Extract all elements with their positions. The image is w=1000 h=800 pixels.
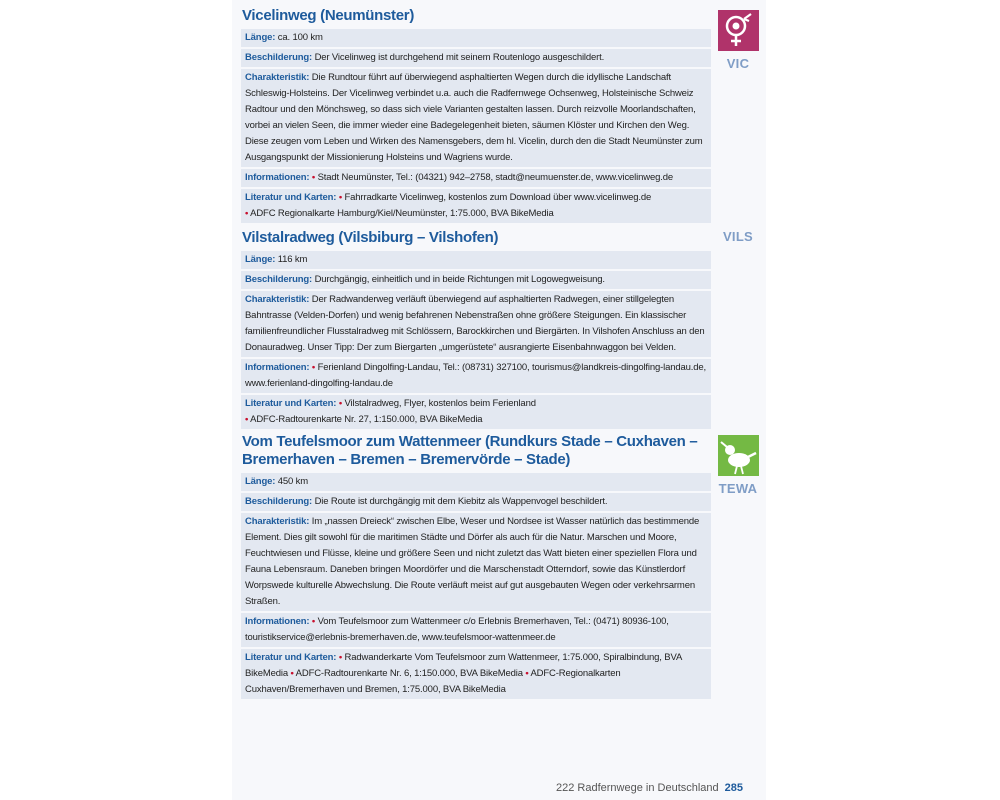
laenge-row — [241, 29, 711, 47]
literatur-item: Vilstalradweg, Flyer, kostenlos beim Ferienland — [344, 398, 536, 409]
laenge-row — [241, 473, 711, 491]
bullet-icon: • — [311, 616, 316, 627]
informationen-value: Vom Teufelsmoor zum Wattenmeer c/o Erlebnis Bremerhaven, Tel.: (0471) 80936-100, touristikservice@erlebnis-bremerhaven.de, www.teufelsmoor-wattenmeer.de — [245, 616, 669, 643]
charakteristik-label: Charakteristik: — [245, 516, 310, 527]
literatur-row — [241, 395, 711, 429]
laenge-label: Länge: — [245, 254, 276, 265]
route-title: Vom Teufelsmoor zum Wattenmeer (Rundkurs Stade – Cuxhaven – Bremerhaven – Bremen – Bremervörde – Stade) — [242, 433, 698, 468]
route-code: VIC — [726, 56, 750, 71]
charakteristik-row — [241, 291, 711, 357]
route-code: VILS — [722, 229, 754, 244]
beschilderung-value: Die Route ist durchgängig mit dem Kiebitz als Wappenvogel beschildert. — [314, 496, 608, 507]
route-title: Vilstalradweg (Vilsbiburg – Vilshofen) — [242, 229, 499, 246]
beschilderung-value: Durchgängig, einheitlich und in beide Richtungen mit Logowegweisung. — [314, 274, 605, 285]
beschilderung-value: Der Vicelinweg ist durchgehend mit seinem Routenlogo ausgeschildert. — [314, 52, 605, 63]
informationen-row — [241, 359, 711, 393]
bullet-icon: • — [338, 652, 343, 663]
informationen-value: Ferienland Dingolfing-Landau, Tel.: (08731) 327100, tourismus@landkreis-dingolfing-landau.de, www.ferienland-dingolfing-landau.de — [245, 362, 707, 389]
literatur-item: ADFC-Radtourenkarte Nr. 27, 1:150.000, BVA BikeMedia — [250, 414, 483, 425]
bullet-icon: • — [338, 398, 343, 409]
bullet-icon: • — [290, 668, 294, 679]
literatur-item: Fahrradkarte Vicelinweg, kostenlos zum Download über www.vicelinweg.de — [344, 192, 652, 203]
laenge-row — [241, 251, 711, 269]
literatur-label: Literatur und Karten: — [245, 652, 337, 663]
informationen-label: Informationen: — [245, 362, 310, 373]
literatur-row — [241, 189, 711, 223]
charakteristik-label: Charakteristik: — [245, 294, 310, 305]
beschilderung-label: Beschilderung: — [245, 52, 313, 63]
beschilderung-label: Beschilderung: — [245, 274, 313, 285]
literatur-row — [241, 649, 711, 699]
charakteristik-label: Charakteristik: — [245, 72, 310, 83]
bullet-icon: • — [311, 362, 316, 373]
bullet-icon: • — [525, 668, 529, 679]
literatur-item: ADFC-Radtourenkarte Nr. 6, 1:150.000, BVA BikeMedia — [295, 668, 523, 679]
informationen-value: Stadt Neumünster, Tel.: (04321) 942–2758, stadt@neumuenster.de, www.vicelinweg.de — [317, 172, 673, 183]
charakteristik-value: Die Rundtour führt auf überwiegend asphaltierten Wegen durch die idyllische Landschaft Schleswig-Holsteins. Der Vicelinweg verbindet u.a. auch die Radfernwege Ochsenweg, Holsteinische Schweiz Radtour und den Mönchsweg, so dass sich viele Varianten gestalten lassen. Durch reizvolle Moorlandschaften, vorbei an vielen Seen, die immer wieder eine Badegelegenheit bieten, säumen Klöster und Kirchen den Weg. Diese zeugen vom Leben und Wirken des Namensgebers, dem hl. Vicelin, durch den die Stadt Neumünster zum Ausgangspunkt der Missionierung Holsteins und Wagriens wurde. — [245, 72, 703, 163]
kiebitz-logo-icon — [718, 435, 759, 476]
bullet-icon: • — [245, 414, 249, 425]
route-code: TEWA — [718, 481, 758, 496]
charakteristik-value: Im „nassen Dreieck“ zwischen Elbe, Weser und Nordsee ist Wasser natürlich das bestimmende Element. Dies gilt sowohl für die maritimen Städte und Dörfer als auch für die Natur. Marschen und Moore, Feuchtwiesen und Flüsse, kleine und größere Seen und nicht zuletzt das Watt bieten einer speziellen Flora und Fauna Lebensraum. Daneben bringen Moordörfer und die Marschenstadt Otterndorf, sowie das Künstlerdorf Worpswede kulturelle Abwechslung. Die Route verläuft meist auf gut ausgebauten Wegen oder verkehrsarmen Straßen. — [245, 516, 700, 607]
informationen-row — [241, 613, 711, 647]
bullet-icon: • — [338, 192, 343, 203]
page-number: 285 — [724, 782, 744, 794]
beschilderung-label: Beschilderung: — [245, 496, 313, 507]
laenge-label: Länge: — [245, 32, 276, 43]
route-entry-vicelinweg — [241, 7, 711, 225]
literatur-item: Radwanderkarte Vom Teufelsmoor zum Wattenmeer, 1:75.000, Spiralbindung, BVA BikeMedia — [245, 652, 682, 679]
beschilderung-row — [241, 271, 711, 289]
footer-text: 222 Radfernwege in Deutschland — [556, 782, 719, 794]
route-entry-vilstalradweg — [241, 229, 711, 431]
literatur-label: Literatur und Karten: — [245, 192, 337, 203]
charakteristik-row — [241, 513, 711, 611]
charakteristik-row — [241, 69, 711, 167]
laenge-label: Länge: — [245, 476, 276, 487]
literatur-item: ADFC Regionalkarte Hamburg/Kiel/Neumünster, 1:75.000, BVA BikeMedia — [250, 208, 554, 219]
informationen-row — [241, 169, 711, 187]
beschilderung-row — [241, 49, 711, 67]
route-title: Vicelinweg (Neumünster) — [242, 7, 415, 24]
bullet-icon: • — [245, 208, 249, 219]
informationen-label: Informationen: — [245, 616, 310, 627]
literatur-item: ADFC-Regionalkarten Cuxhaven/Bremerhaven und Bremen, 1:75.000, BVA BikeMedia — [245, 668, 621, 695]
page-footer — [556, 782, 743, 794]
vicelinweg-logo-icon — [718, 10, 759, 51]
laenge-value: ca. 100 km — [277, 32, 323, 43]
laenge-value: 116 km — [277, 254, 308, 265]
literatur-label: Literatur und Karten: — [245, 398, 337, 409]
informationen-label: Informationen: — [245, 172, 310, 183]
laenge-value: 450 km — [277, 476, 309, 487]
bullet-icon: • — [311, 172, 316, 183]
charakteristik-value: Der Radwanderweg verläuft überwiegend auf asphaltierten Radwegen, einer stillgelegten Bahntrasse (Velden-Dorfen) und wenig befahrenen Nebenstraßen ohne größere Steigungen. Ein klassischer familienfreundlicher Flusstalradweg mit Schlössern, Barockkirchen und Biergärten. In Vilshofen Anschluss an den Donauradweg. Unser Tipp: Der zum Biergarten „umgerüstete“ ausrangierte Eisenbahnwaggon bei Velden. — [245, 294, 705, 353]
route-entry-teufelsmoor-wattenmeer — [241, 433, 711, 701]
beschilderung-row — [241, 493, 711, 511]
